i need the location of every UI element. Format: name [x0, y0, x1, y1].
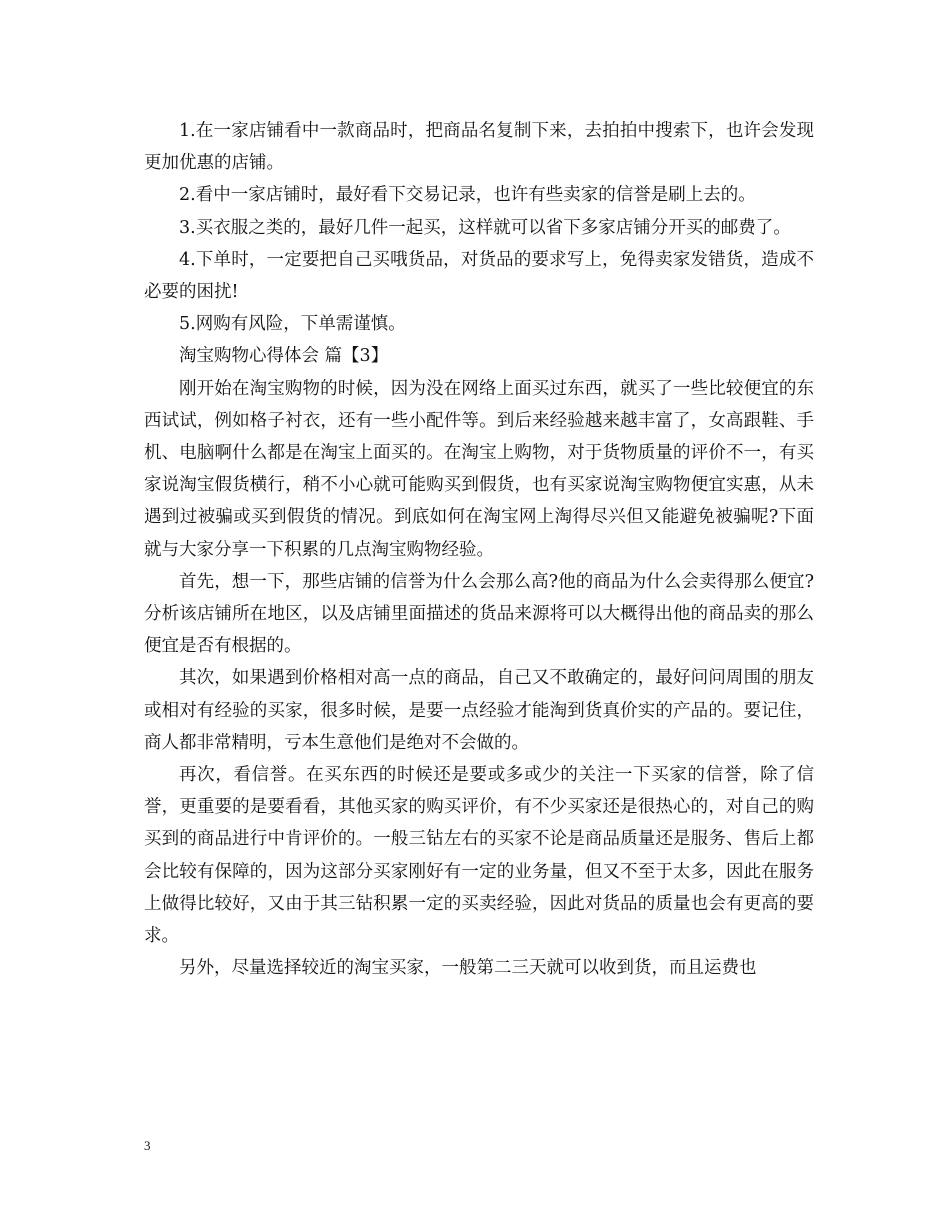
paragraph-tip-1: 1.在一家店铺看中一款商品时，把商品名复制下来，去拍拍中搜索下，也许会发现更加优惠的店铺。	[144, 121, 814, 174]
paragraph-tip-2: 2.看中一家店铺时，最好看下交易记录，也许有些卖家的信誉是刷上去的。	[179, 185, 756, 206]
paragraph-intro: 刚开始在淘宝购物的时候，因为没在网络上面买过东西，就买了一些比较便宜的东西试试，例如格子衬衣，还有一些小配件等。到后来经验越来越丰富了，女高跟鞋、手机、电脑啊什么都是在淘宝上面买的。在淘宝上购物，对于货物质量的评价不一，有买家说淘宝假货横行，稍不小心就可能购买到假货，也有买家说淘宝购物便宜实惠，从未遇到过被骗或买到假货的情况。到底如何在淘宝网上淘得尽兴但又能避免被骗呢?下面就与大家分享一下积累的几点淘宝购物经验。	[144, 378, 814, 560]
paragraph-third: 再次，看信誉。在买东西的时候还是要或多或少的关注一下买家的信誉，除了信誉，更重要的是要看看，其他买家的购买评价，有不少买家还是很热心的，对自己的购买到的商品进行中肯评价的。一般三钻左右的买家不论是商品质量还是服务、售后上都会比较有保障的，因为这部分买家刚好有一定的业务量，但又不至于太多，因此在服务上做得比较好，又由于其三钻积累一定的买卖经验，因此对货品的质量也会有更高的要求。	[144, 765, 814, 947]
document-body	[144, 115, 814, 984]
paragraph-first: 首先，想一下，那些店铺的信誉为什么会那么高?他的商品为什么会卖得那么便宜?分析该店铺所在地区，以及店铺里面描述的货品来源将可以大概得出他的商品卖的那么便宜是否有根据的。	[144, 571, 814, 657]
paragraph-second: 其次，如果遇到价格相对高一点的商品，自己又不敢确定的，最好问问周围的朋友或相对有经验的买家，很多时候，是要一点经验才能淘到货真价实的产品的。要记住，商人都非常精明，亏本生意他们是绝对不会做的。	[144, 668, 814, 753]
paragraph-tip-4: 4.下单时，一定要把自己买哦货品，对货品的要求写上，免得卖家发错货，造成不必要的困扰!	[144, 249, 814, 303]
paragraph-tip-3: 3.买衣服之类的，最好几件一起买，这样就可以省下多家店铺分开买的邮费了。	[179, 217, 791, 238]
page-number: 3	[144, 1138, 151, 1153]
paragraph-tip-5: 5.网购有风险，下单需谨慎。	[179, 314, 406, 335]
section-heading: 淘宝购物心得体会 篇【3】	[179, 346, 389, 367]
paragraph-additionally: 另外，尽量选择较近的淘宝买家，一般第二三天就可以收到货，而且运费也	[179, 958, 757, 979]
